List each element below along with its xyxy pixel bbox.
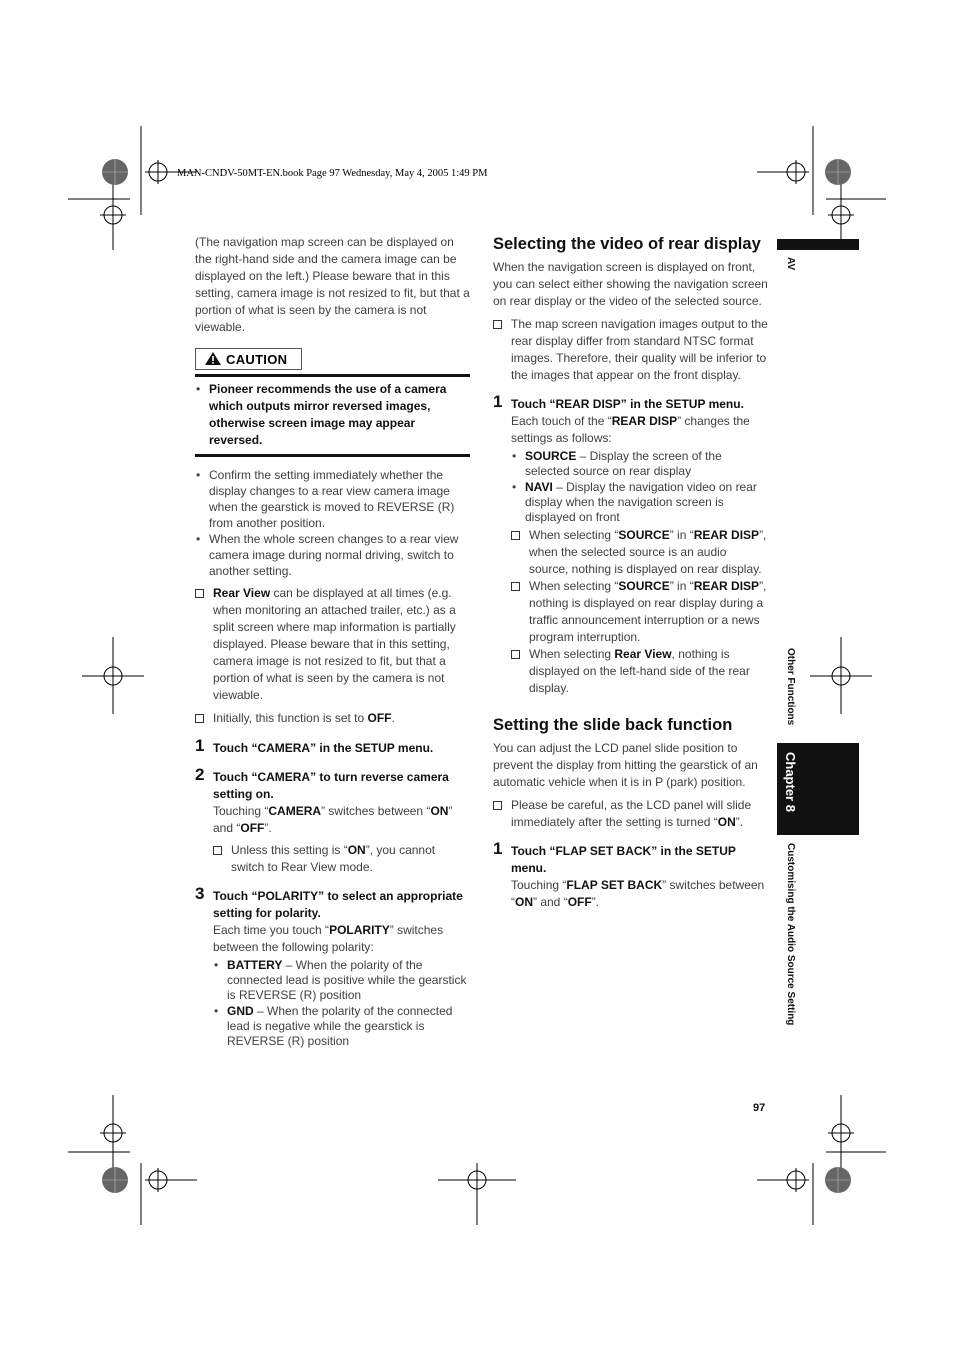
step-3-polarity: [195, 884, 470, 922]
note-rear-view-term: Rear View: [213, 586, 271, 600]
text: When selecting “: [529, 528, 619, 542]
text: Touch “REAR DISP” in the: [511, 397, 666, 411]
intro-paragraph: (The navigation map screen can be displayed on the right-hand side and the camera image can be displayed on the left.) Please beware that in this setting, camera image is not resized to fit, but that a portion of what is seen by the camera is not viewable.: [195, 235, 470, 334]
text: ”, you cannot switch to Rear View mode.: [231, 843, 436, 874]
text: ” switches between the following polarity:: [213, 923, 444, 954]
step-2-note: [213, 842, 470, 876]
text: Each time you touch “: [213, 923, 330, 937]
video-note: [493, 316, 768, 384]
polarity-battery: [213, 958, 470, 1003]
step-number: 1: [493, 839, 503, 858]
text: Touching “: [213, 804, 269, 818]
text: ” switches between “: [321, 804, 431, 818]
bullet-dot: •: [196, 468, 201, 482]
note-box-icon: [195, 589, 204, 598]
note-rear-view-text: can be displayed at all times (e.g. when monitoring an attached trailer, etc.) as a split screen where map information is partially displayed. Please beware that in this setting, camera image is not resized to fit, but that a portion of what is seen by the camera is not viewable.: [213, 586, 456, 702]
bullet-confirm: [195, 467, 470, 531]
chapter-label: Chapter 8: [783, 752, 798, 812]
note-rear-view: [511, 646, 768, 697]
heading-slide-back: Setting the slide back function: [493, 716, 733, 734]
step-number: 1: [493, 392, 503, 411]
term: SOURCE: [618, 528, 670, 542]
left-column: [195, 234, 470, 1049]
term: FLAP SET BACK: [566, 878, 663, 892]
bullet-dot: •: [196, 382, 201, 396]
bullet-dot: •: [196, 532, 201, 546]
caution-heading: [195, 348, 302, 370]
file-header: MAN-CNDV-50MT-EN.book Page 97 Wednesday, May 4, 2005 1:49 PM: [177, 168, 488, 179]
text: ” switches between “: [511, 878, 765, 909]
term: SOURCE: [618, 579, 670, 593]
text: – Display the navigation video on rear display when the navigation screen is displayed on front: [525, 480, 757, 524]
term: Rear View: [614, 647, 672, 661]
section-tab-bar: [777, 239, 859, 250]
term: ON: [347, 843, 366, 857]
text: Please be careful, as the LCD panel will slide immediately after the setting is turned “: [511, 798, 752, 829]
note-source-traffic: [511, 578, 768, 646]
option-navi: [511, 480, 768, 525]
term: REAR DISP: [693, 579, 760, 593]
heading-selecting-video: Selecting the video of rear display: [493, 235, 761, 253]
term: BATTERY: [227, 958, 283, 972]
text: ”.: [264, 821, 272, 835]
step-number: 3: [195, 884, 205, 903]
polarity-gnd: [213, 1004, 470, 1049]
text: ” in “: [669, 579, 694, 593]
step-2-camera-on: [195, 765, 470, 803]
term: NAVI: [525, 480, 553, 494]
option-source: [511, 449, 768, 479]
step-2-body: [195, 803, 470, 837]
step-1-rear-disp: [493, 392, 768, 413]
note-box-icon: [195, 714, 204, 723]
term: OFF: [567, 895, 592, 909]
caution-rule-top: [195, 374, 470, 377]
note-box-icon: [511, 582, 520, 591]
text: menu.: [705, 397, 744, 411]
step-2-text: Touch “CAMERA” to turn reverse camera setting on.: [213, 770, 449, 801]
note-initially-text: Initially, this function is set to: [213, 711, 368, 725]
bullet-dot: •: [214, 1004, 219, 1018]
step-3-body: [195, 922, 470, 956]
text: Touch “FLAP SET BACK” in the: [511, 844, 696, 858]
term: ON: [430, 804, 449, 818]
term: SETUP: [665, 397, 706, 411]
text: ” changes the settings as follows:: [511, 414, 750, 445]
step-1-flap-set-back: [493, 839, 768, 877]
caution-item: [195, 381, 470, 449]
text: , nothing is displayed on the left-hand side of the rear display.: [529, 647, 750, 695]
term: SOURCE: [525, 449, 577, 463]
text: Each touch of the “: [511, 414, 612, 428]
text: ”, when the selected source is an audio source, nothing is displayed on rear display.: [529, 528, 767, 576]
term: GND: [227, 1004, 254, 1018]
step-1-setup: SETUP: [354, 741, 395, 755]
note-box-icon: [213, 846, 222, 855]
caution-text: Pioneer recommends the use of a camera which outputs mirror reversed images, otherwise screen image may appear reversed.: [209, 382, 447, 447]
right-column: [493, 234, 768, 911]
note-initially-end: .: [391, 711, 395, 725]
side-label-other-functions: Other Functions: [785, 648, 796, 726]
note-box-icon: [493, 801, 502, 810]
text: menu.: [511, 861, 547, 875]
video-intro: When the navigation screen is displayed on front, you can select either showing the navigation screen on rear display or the video of the selected source.: [493, 260, 768, 308]
slide-intro: You can adjust the LCD panel slide position to prevent the display from hitting the gearstick of an automatic vehicle when it is in P (park) position.: [493, 741, 758, 789]
rear-disp-body: [493, 413, 768, 447]
note-box-icon: [493, 320, 502, 329]
step-number: 2: [195, 765, 205, 784]
term: REAR DISP: [693, 528, 760, 542]
term: REAR DISP: [611, 414, 678, 428]
term: CAMERA: [268, 804, 322, 818]
step-1-camera: [195, 736, 470, 757]
text: When selecting “: [529, 579, 619, 593]
text: ” and “: [213, 804, 453, 835]
section-label-av: AV: [785, 257, 796, 271]
term: ON: [515, 895, 533, 909]
caution-label: CAUTION: [226, 352, 288, 367]
step-1-end: menu.: [394, 741, 434, 755]
text: ”.: [591, 895, 600, 909]
warning-icon: [204, 351, 222, 366]
bullet-whole-screen-text: When the whole screen changes to a rear view camera image during normal driving, switch to another setting.: [209, 532, 459, 578]
page-number: 97: [753, 1102, 766, 1114]
text: ”, nothing is displayed on rear display during a traffic announcement interruption or a news program interruption.: [529, 579, 767, 644]
text: Unless this setting is “: [231, 843, 348, 857]
text: ”.: [735, 815, 744, 829]
note-box-icon: [511, 531, 520, 540]
bullet-whole-screen: [195, 531, 470, 579]
bullet-confirm-text: Confirm the setting immediately whether the display changes to a rear view camera image when the gearstick is moved to REVERSE (R) from another position.: [209, 468, 455, 530]
flap-body: [493, 877, 768, 911]
step-1-text: Touch “CAMERA” in the: [213, 741, 355, 755]
bullet-dot: •: [512, 449, 517, 463]
step-number: 1: [195, 736, 205, 755]
note-initially: [195, 710, 470, 727]
bullet-dot: •: [214, 958, 219, 972]
note-rear-view: [195, 585, 470, 704]
side-label-customising: Customising the Audio Source Setting: [785, 843, 796, 1026]
bullet-dot: •: [512, 480, 517, 494]
text: – When the polarity of the connected lead is negative while the gearstick is REVERSE (R) position: [227, 1004, 453, 1048]
term: OFF: [240, 821, 265, 835]
text: ” in “: [669, 528, 694, 542]
note-initially-value: OFF: [367, 711, 392, 725]
term: ON: [717, 815, 736, 829]
text: ” and “: [533, 895, 568, 909]
text: – When the polarity of the connected lead is positive while the gearstick is REVERSE (R) position: [227, 958, 467, 1002]
slide-note: [493, 797, 768, 831]
term: SETUP: [695, 844, 736, 858]
text: When selecting: [529, 647, 615, 661]
note-source-audio: [511, 527, 768, 578]
note-box-icon: [511, 650, 520, 659]
video-note-text: The map screen navigation images output to the rear display differ from standard NTSC format images. Therefore, their quality will be inferior to the images that appear on the front display.: [511, 317, 768, 382]
text: Touching “: [511, 878, 567, 892]
text: – Display the screen of the selected source on rear display: [525, 449, 722, 478]
term: POLARITY: [329, 923, 390, 937]
step-3-text: Touch “POLARITY” to select an appropriate setting for polarity.: [213, 889, 463, 920]
